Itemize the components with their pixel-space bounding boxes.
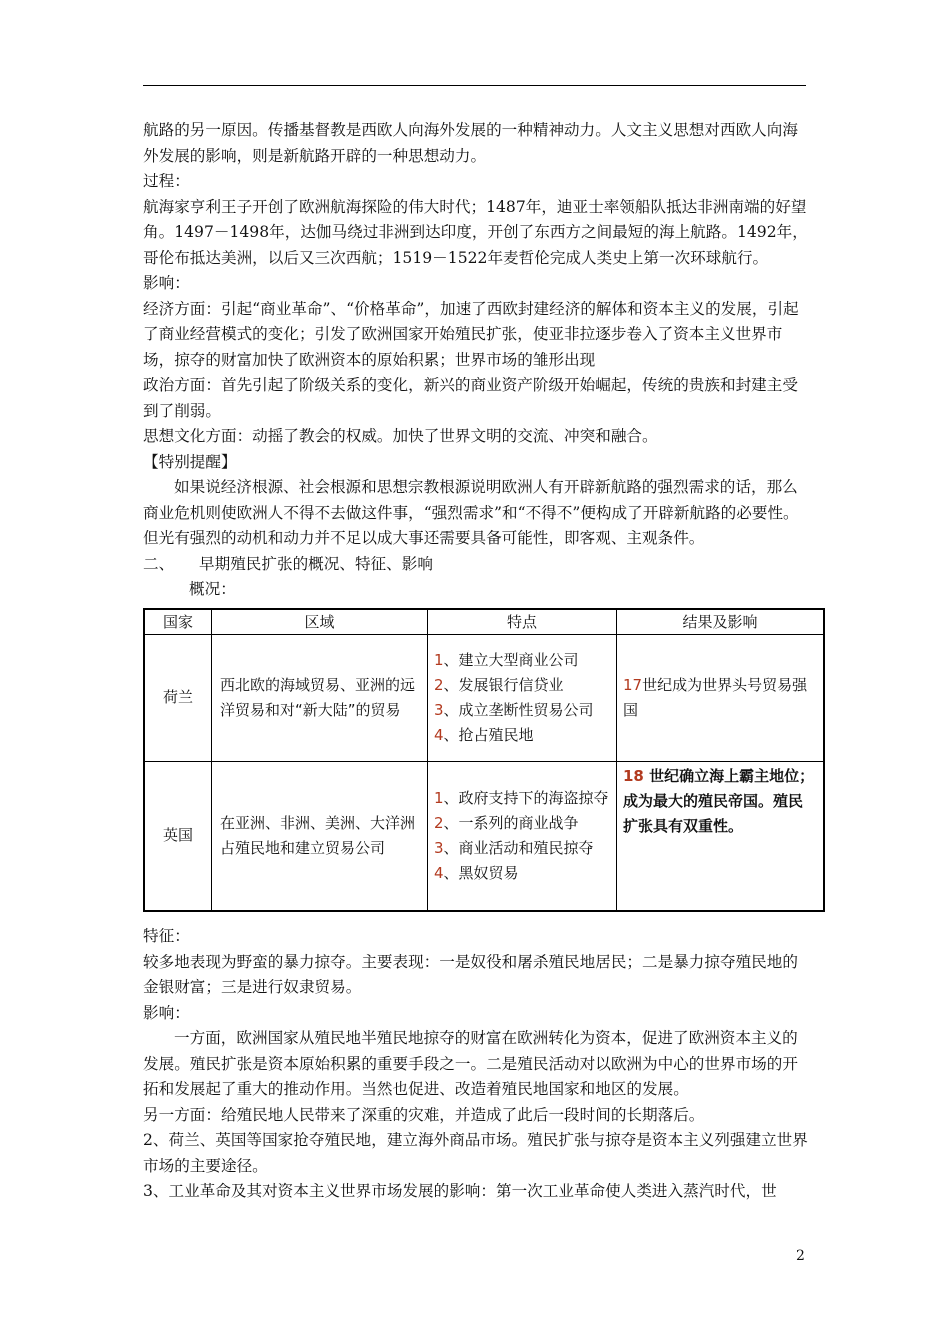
- result-century: 18: [623, 766, 644, 785]
- header-region: 区域: [212, 609, 428, 635]
- feature-text: 、建立大型商业公司: [443, 650, 579, 669]
- section2-number: 二、: [143, 554, 175, 573]
- paragraph-intro: 航路的另一原因。传播基督教是西欧人向海外发展的一种精神动力。人文主义思想对西欧人向海外发展的影响，则是新航路开辟的一种思想动力。: [143, 121, 798, 165]
- feature-text: 、政府支持下的海盗掠夺: [443, 788, 609, 807]
- header-result: 结果及影响: [617, 609, 825, 635]
- other-side: 另一方面：给殖民地人民带来了深重的灾难，并造成了此后一段时间的长期落后。: [143, 1105, 705, 1124]
- feature-number: 3: [434, 838, 444, 857]
- header-country: 国家: [144, 609, 212, 635]
- colonial-table: [143, 608, 825, 913]
- impact2-label: 影响：: [143, 1003, 190, 1022]
- section2-heading: [143, 552, 813, 578]
- feature-item: [434, 861, 612, 886]
- feature-number: 1: [434, 650, 444, 669]
- feature-text: 、成立垄断性贸易公司: [443, 700, 594, 719]
- features-text: 较多地表现为野蛮的暴力掠夺。主要表现：一是奴役和屠杀殖民地居民；二是暴力掠夺殖民地的金银财富；三是进行奴隶贸易。: [143, 952, 798, 996]
- features-label: 特征：: [143, 927, 190, 945]
- feature-number: 2: [434, 813, 444, 832]
- document-body: [143, 118, 813, 1205]
- special-title: 【特别提醒】: [143, 452, 237, 471]
- feature-item: [434, 786, 612, 811]
- features-cell: [428, 634, 617, 761]
- economic-impact: 经济方面：引起“商业革命”、“价格革命”，加速了西欧封建经济的解体和资本主义的发展，引起了商业经营模式的变化；引发了欧洲国家开始殖民扩张，使亚非拉逐步卷入了资本主义世界市场，掠夺的财富加快了欧洲资本的原始积累；世界市场的雏形出现: [143, 299, 799, 369]
- feature-item: [434, 648, 612, 673]
- result-cell: [617, 634, 825, 761]
- country-cell: 荷兰: [144, 634, 212, 761]
- political-impact: 政治方面：首先引起了阶级关系的变化，新兴的商业资产阶级开始崛起，传统的贵族和封建主受到了削弱。: [143, 376, 798, 420]
- result-text: 世纪确立海上霸主地位；成为最大的殖民帝国。殖民扩张具有双重性。: [623, 766, 815, 835]
- country-cell: 英国: [144, 761, 212, 911]
- header-rule: [143, 85, 806, 86]
- point-3: 3、工业革命及其对资本主义世界市场发展的影响：第一次工业革命使人类进入蒸汽时代，世: [143, 1182, 777, 1200]
- cultural-impact: 思想文化方面：动摇了教会的权威。加快了世界文明的交流、冲突和融合。: [143, 427, 658, 445]
- result-cell: [617, 761, 825, 911]
- special-text: 如果说经济根源、社会根源和思想宗教根源说明欧洲人有开辟新航路的强烈需求的话，那么商业危机则使欧洲人不得不去做这件事，“强烈需求”和“不得不”便构成了开辟新航路的必要性。但光有强烈的动机和动力并不足以成大事还需要具备可能性，即客观、主观条件。: [143, 478, 799, 547]
- section2-title: 早期殖民扩张的概况、特征、影响: [199, 554, 433, 573]
- feature-text: 、发展银行信贷业: [443, 675, 564, 694]
- process-label: 过程：: [143, 172, 190, 190]
- feature-item: [434, 673, 612, 698]
- result-text: 世纪成为世界头号贸易强国: [623, 675, 808, 719]
- page-number: 2: [796, 1248, 805, 1264]
- feature-item: [434, 836, 612, 861]
- result-century: 17: [623, 675, 643, 694]
- feature-number: 1: [434, 788, 444, 807]
- features-cell: [428, 761, 617, 911]
- feature-item: [434, 698, 612, 723]
- impact2-text: 一方面，欧洲国家从殖民地半殖民地掠夺的财富在欧洲转化为资本，促进了欧洲资本主义的发展。殖民扩张是资本原始积累的重要手段之一。二是殖民活动对以欧洲为中心的世界市场的开拓和发展起了重大的推动作用。当然也促进、改造着殖民地国家和地区的发展。: [143, 1029, 798, 1098]
- feature-item: [434, 811, 612, 836]
- table-row: [144, 634, 824, 761]
- feature-text: 、一系列的商业战争: [443, 813, 579, 832]
- impact-label: 影响：: [143, 274, 190, 292]
- point-2: 2、荷兰、英国等国家抢夺殖民地，建立海外商品市场。殖民扩张与掠夺是资本主义列强建立世界市场的主要途径。: [143, 1131, 808, 1175]
- feature-text: 、抢占殖民地: [443, 725, 534, 744]
- feature-number: 4: [434, 725, 444, 744]
- overview-label: 概况：: [189, 580, 236, 598]
- feature-text: 、黑奴贸易: [443, 863, 519, 882]
- feature-number: 2: [434, 675, 444, 694]
- table-row: [144, 761, 824, 911]
- table-header-row: [144, 609, 824, 635]
- feature-number: 3: [434, 700, 444, 719]
- region-cell: 在亚洲、非洲、美洲、大洋洲占殖民地和建立贸易公司: [212, 761, 428, 911]
- header-features: 特点: [428, 609, 617, 635]
- feature-text: 、商业活动和殖民掠夺: [443, 838, 594, 857]
- feature-number: 4: [434, 863, 444, 882]
- feature-item: [434, 723, 612, 748]
- region-cell: 西北欧的海域贸易、亚洲的远洋贸易和对“新大陆”的贸易: [212, 634, 428, 761]
- process-text: 航海家亨利王子开创了欧洲航海探险的伟大时代；1487年，迪亚士率领船队抵达非洲南端的好望角。1497－1498年，达伽马绕过非洲到达印度，开创了东西方之间最短的海上航路。1492年，哥伦布抵达美洲，以后又三次西航；1519－1522年麦哲伦完成人类史上第一次环球航行。: [143, 197, 808, 267]
